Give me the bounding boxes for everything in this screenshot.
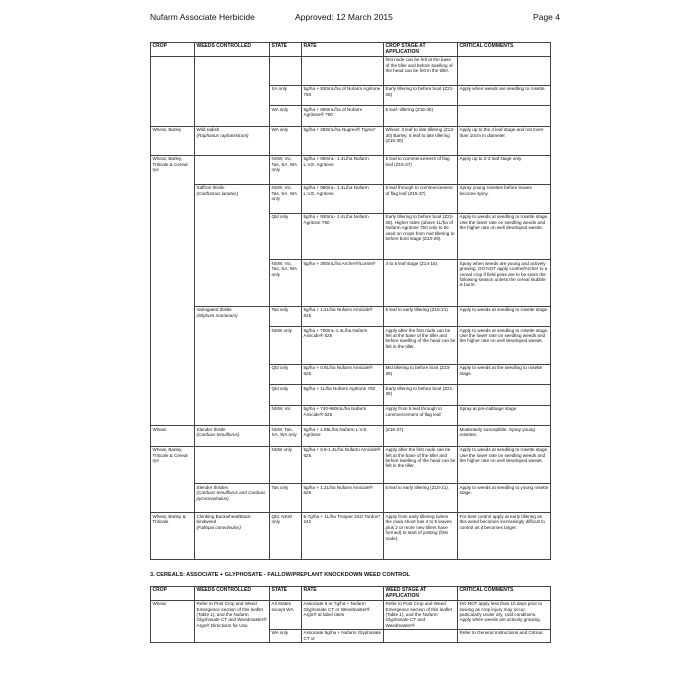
rate-cell bbox=[302, 155, 384, 184]
weed-cell bbox=[195, 56, 270, 126]
rate-cell-text: 5g/ha + 1.2L/ha Nufarm Amicide® 625 bbox=[303, 307, 373, 318]
crop-cell bbox=[151, 155, 195, 425]
rate-cell-text: Associate 5g/ha + Nufarm Glyphosate CT or bbox=[303, 630, 381, 641]
stage-cell-text: Wheat: 3 leaf to late tillering (Z13-30) Barley: 5 leaf to late tillering (Z15-30) bbox=[385, 127, 455, 143]
rate-cell bbox=[302, 327, 384, 365]
rate-cell bbox=[302, 213, 384, 259]
stage-cell-text: Early tillering to before boot (Z21-39). Higher rates (above 1L/ha of Nufarm Agritone 750 only to be used on crops from mid tillering to before boot stage (Z23-29). bbox=[385, 214, 455, 242]
rate-cell-text: 5g/ha + 800mL/ha of Nufarm Agritone® 750 bbox=[303, 106, 363, 118]
fallow-knockdown-table bbox=[150, 586, 551, 643]
state-cell-text: NSW, Vic, Tas, SA, WA only bbox=[271, 185, 297, 202]
stage-cell-text: 5 leaf to commencement of flag leaf (Z15-37) bbox=[385, 156, 450, 167]
stage-cell bbox=[384, 385, 458, 405]
stage-cell-text: 5 leaf- tillering (Z15-30) bbox=[385, 106, 433, 112]
state-cell bbox=[270, 446, 302, 484]
rate-cell bbox=[302, 629, 384, 642]
rate-cell-text: 5g/ha + 1L/ha Nufarm Agritone 750 bbox=[303, 385, 376, 391]
comments-cell-text: Spray at pre-cabbage stage. bbox=[459, 406, 518, 412]
state-cell bbox=[270, 126, 302, 155]
stage-cell bbox=[384, 327, 458, 365]
rate-cell bbox=[302, 106, 384, 126]
comments-cell-text: Apply to weeds at seedling to rosette stage. Use the lower rate on seedling weeds and the higher rate on well developed weeds. bbox=[459, 214, 549, 231]
comments-cell bbox=[458, 85, 551, 105]
comments-cell bbox=[458, 426, 551, 446]
stage-cell-text: Early tillering to before boot (Z21-39) bbox=[385, 385, 454, 397]
comments-cell bbox=[458, 513, 551, 560]
state-cell bbox=[270, 260, 302, 306]
header-state: STATE bbox=[270, 43, 302, 57]
header-crop-stage: CROP STAGE AT APPLICATION bbox=[384, 43, 458, 57]
table-row bbox=[151, 600, 551, 629]
table-row bbox=[151, 184, 551, 213]
comments-cell bbox=[458, 364, 551, 384]
comments-cell bbox=[458, 327, 551, 365]
stage-cell bbox=[384, 184, 458, 213]
rate-cell bbox=[302, 385, 384, 405]
state-cell bbox=[270, 306, 302, 326]
rate-cell-text: 5g/ha + 700mL-1.4L/ha Nufarm Amicide® 625 bbox=[303, 327, 368, 339]
crop-cell-text: Wheat, Barley, Triticale & Cereal rye bbox=[152, 156, 188, 173]
comments-cell bbox=[458, 385, 551, 405]
state-cell-text: NSW, Vic bbox=[271, 406, 291, 412]
comments-cell bbox=[458, 184, 551, 213]
state-cell-text: All States except WA bbox=[271, 601, 294, 612]
comments-cell bbox=[458, 446, 551, 484]
crop-cell-text: Wheat, Barley, Triticale & Cereal rye bbox=[152, 447, 188, 463]
rate-cell bbox=[302, 306, 384, 326]
rate-cell-text: Associate 5 or 7g/ha + Nufarm Glyphosate CT or Weedmaster® Argo® at label rates bbox=[303, 601, 371, 617]
rate-cell bbox=[302, 364, 384, 384]
page-header bbox=[150, 12, 560, 26]
stage-cell bbox=[384, 405, 458, 425]
header-crop: CROP bbox=[151, 43, 195, 57]
state-cell bbox=[270, 155, 302, 184]
header-critical-comments: CRITICAL COMMENTS bbox=[458, 43, 551, 57]
comments-cell bbox=[458, 126, 551, 155]
rate-cell bbox=[302, 184, 384, 213]
stage-cell-text: Early tillering to before boot (Z21-39) bbox=[385, 86, 454, 97]
crop-cell-text: Wheat bbox=[152, 426, 166, 432]
comments-cell bbox=[458, 629, 551, 642]
comments-cell-text: Spray young rosettes before leaves become spiny. bbox=[459, 185, 532, 196]
comments-cell bbox=[458, 260, 551, 306]
weed-scientific-name: (Carduus tenuiflorus) bbox=[196, 432, 240, 438]
comments-cell-text: DO NOT apply less than 10 days prior to sowing as crop injury may occur, particularly under dry, cold conditions. Apply when weeds are actively growing. bbox=[459, 601, 543, 623]
stage-cell bbox=[384, 126, 458, 155]
comments-cell bbox=[458, 600, 551, 629]
state-cell bbox=[270, 629, 302, 642]
weed-cell-text: Climbing Buckwheat/Black bindweed bbox=[196, 513, 251, 525]
state-cell bbox=[270, 56, 302, 85]
state-cell bbox=[270, 213, 302, 259]
weed-cell-text: Wild radish bbox=[196, 127, 220, 133]
weed-scientific-name: (Raphanus raphanistrum) bbox=[196, 132, 249, 138]
weed-cell bbox=[195, 184, 270, 306]
state-cell bbox=[270, 405, 302, 425]
stage-cell-text: 5 leaf to early tillering (Z15-21) bbox=[385, 307, 448, 313]
crop-cell-text: Wheat, Barley bbox=[152, 127, 182, 133]
rate-cell bbox=[302, 446, 384, 484]
comments-cell-text: Apply up to the 4 leaf stage and not more than 10cm in diameter. bbox=[459, 127, 544, 138]
table-row bbox=[151, 484, 551, 513]
header-product-name: Nufarm Associate Herbicide bbox=[150, 12, 255, 22]
table-row bbox=[151, 513, 551, 560]
stage-cell bbox=[384, 484, 458, 513]
weed-scientific-name: (Carduus tenuiflorus and Carduus pycnocephalus) bbox=[196, 490, 266, 501]
state-cell-text: Qld, NSW only bbox=[271, 513, 292, 525]
header-weed-stage: WEED STAGE AT APPLICATION bbox=[384, 587, 458, 601]
state-cell bbox=[270, 484, 302, 513]
comments-cell-text: Spray when weeds are young and actively growing. DO NOT apply Lontrel/Archer to a cereal crop if field peas are to be sown the following season unless the cereal stubble is burnt. bbox=[459, 260, 548, 288]
state-cell-text: NSW, Vic, Tas, SA, WA only bbox=[271, 156, 297, 173]
stage-cell-text: 5 leaf to early tillering (Z15-21). bbox=[385, 484, 450, 490]
rate-cell-text: 5g/ha + 1.85L/ha Nufarm L.V.E. Agritone bbox=[303, 426, 368, 438]
stage-cell bbox=[384, 306, 458, 326]
stage-cell bbox=[384, 106, 458, 126]
state-cell-text: NSW, Vic, Tas, SA, WA only bbox=[271, 260, 297, 277]
section-3-title: 3. CEREALS: ASSOCIATE + GLYPHOSATE - FALLOW/PREPLANT KNOCKDOWN WEED CONTROL bbox=[150, 572, 410, 578]
state-cell-text: Qld only bbox=[271, 214, 289, 220]
rate-cell-text: 5g/ha + 930mL/ha of Nufarm Agritone 750 bbox=[303, 86, 381, 97]
stage-cell-text: Apply from 5 leaf through to commencement of flag leaf bbox=[385, 406, 442, 417]
header-crop: CROP bbox=[151, 587, 195, 601]
stage-cell bbox=[384, 155, 458, 184]
herbicide-rate-table bbox=[150, 42, 551, 560]
crop-cell-text: Wheat bbox=[152, 601, 166, 607]
header-state: STATE bbox=[270, 587, 302, 601]
comments-cell bbox=[458, 106, 551, 126]
weed-cell-text: Variegated thistle bbox=[196, 307, 232, 313]
comments-cell-text: Apply to weeds at seedling to rosette stage. Use the lower rate on seedling weeds and the higher rate on well developed weeds. bbox=[459, 447, 549, 463]
stage-cell bbox=[384, 213, 458, 259]
stage-cell-text: (Z15-37). bbox=[385, 426, 405, 432]
comments-cell-text: For best control apply at early tillering as this weed becomes increasingly difficult to control as it becomes larger. bbox=[459, 513, 545, 530]
header-rate: RATE bbox=[302, 43, 384, 57]
rate-cell-text: 5g/ha + 740-960mL/ha Nufarm Amicide® 625 bbox=[303, 406, 367, 417]
rate-cell bbox=[302, 405, 384, 425]
weed-scientific-name: (Carthamus lanatus) bbox=[196, 190, 239, 196]
rate-cell-text: 5g/ha + 960mL- 1.4L/ha Nufarm L.V.E. Agritone bbox=[303, 185, 369, 196]
comments-cell bbox=[458, 155, 551, 184]
comments-cell-text: Apply to weeds at the seedling to rosette stage. bbox=[459, 365, 543, 376]
comments-cell-text: Apply to weeds at seedling to rosette stage. Use the lower rate on seedling weeds and the higher rate on well developed weeds. bbox=[459, 327, 549, 344]
stage-cell bbox=[384, 426, 458, 446]
comments-cell bbox=[458, 405, 551, 425]
state-cell-text: Qld only bbox=[271, 385, 289, 391]
weed-scientific-name: (Fallopia convolvulus) bbox=[196, 524, 241, 530]
rate-cell-text: 5g/ha + 0.9L/ha Nufarm Amicide® 625 bbox=[303, 365, 373, 376]
comments-cell bbox=[458, 306, 551, 326]
table-row bbox=[151, 426, 551, 446]
rate-cell-text: 5g/ha + 300mL/ha Archer®/Lontrel* bbox=[303, 260, 376, 266]
state-cell bbox=[270, 184, 302, 213]
comments-cell bbox=[458, 213, 551, 259]
crop-cell-text: Wheat, Barley & Triticale bbox=[152, 513, 186, 525]
table-row bbox=[151, 56, 551, 85]
header-weeds-controlled: WEEDS CONTROLLED bbox=[195, 43, 270, 57]
weed-cell bbox=[195, 155, 270, 184]
weed-scientific-name: (Silybum marianum) bbox=[196, 312, 238, 318]
weed-cell bbox=[195, 484, 270, 513]
rate-cell-text: 5g/ha + 960mL- 1.4L/ha Nufarm L.V.E. Agritone bbox=[303, 156, 369, 167]
stage-cell-text: Apply after the first node can be felt at the base of the tiller and before swelling of the head can be felt in the tiller. bbox=[385, 447, 456, 469]
weed-cell-text: Saffron thistle bbox=[196, 185, 225, 191]
state-cell-text: NSW only bbox=[271, 327, 292, 333]
weed-cell bbox=[195, 446, 270, 484]
rate-cell bbox=[302, 484, 384, 513]
state-cell bbox=[270, 85, 302, 105]
rate-cell bbox=[302, 260, 384, 306]
stage-cell bbox=[384, 629, 458, 642]
state-cell-text: NSW only bbox=[271, 447, 292, 453]
rate-cell-text: 5g/ha + 0.8-1.4L/ha Nufarm Amicide® 625 bbox=[303, 447, 381, 458]
stage-cell bbox=[384, 85, 458, 105]
weed-cell-text: Refer to Post Crop and Weed Emergence section of this leaflet (Table 1), and the Nufarm Glyphosate CT and Weedmaster® Argo® Directions for Use. bbox=[196, 601, 267, 628]
table-header-row bbox=[151, 43, 551, 57]
stage-cell-text: Mid tillering to before boot (Z23-39) bbox=[385, 365, 451, 376]
weed-cell bbox=[195, 600, 270, 642]
comments-cell-text: Apply up to 2-3 leaf stage only. bbox=[459, 156, 523, 162]
stage-cell-text: 5 leaf through to commencement of flag leaf (Z15-37) bbox=[385, 185, 453, 196]
crop-cell bbox=[151, 513, 195, 560]
state-cell-text: Tas only bbox=[271, 484, 289, 490]
stage-cell bbox=[384, 446, 458, 484]
state-cell-text: NSW, Tas, SA, WA only bbox=[271, 426, 297, 438]
weed-cell bbox=[195, 426, 270, 446]
state-cell bbox=[270, 327, 302, 365]
crop-cell bbox=[151, 56, 195, 126]
comments-cell bbox=[458, 56, 551, 85]
stage-cell-text: Apply after the first node can be felt at the base of the tiller and before swelling of the head can be felt in the tiller. bbox=[385, 327, 456, 349]
weed-cell-text: Slender thistles bbox=[196, 484, 228, 490]
rate-cell-text: 5g/ha + 930mL- 1.4L/ha Nufarm Agritone 750 bbox=[303, 214, 369, 225]
crop-cell bbox=[151, 426, 195, 446]
state-cell bbox=[270, 106, 302, 126]
rate-cell bbox=[302, 600, 384, 629]
state-cell-text: Qld only bbox=[271, 365, 289, 371]
state-cell bbox=[270, 364, 302, 384]
table-row bbox=[151, 126, 551, 155]
stage-cell bbox=[384, 56, 458, 85]
state-cell bbox=[270, 600, 302, 629]
header-approval-date: Approved: 12 March 2015 bbox=[295, 12, 393, 22]
weed-cell bbox=[195, 126, 270, 155]
rate-cell bbox=[302, 85, 384, 105]
rate-cell bbox=[302, 426, 384, 446]
state-cell bbox=[270, 385, 302, 405]
rate-cell-text: 5g/ha + 1.2L/ha Nufarm Amicide® 625 bbox=[303, 484, 373, 496]
comments-cell-text: Moderately susceptible. Spray young rosettes. bbox=[459, 426, 535, 438]
table-row bbox=[151, 446, 551, 484]
state-cell-text: Tas only bbox=[271, 307, 289, 313]
comments-cell-text: Apply to weeds at seedling to rosette stage. bbox=[459, 307, 549, 313]
comments-cell-text: Apply when weeds are seedling to rosette. bbox=[459, 86, 546, 92]
rate-cell bbox=[302, 56, 384, 85]
state-cell bbox=[270, 426, 302, 446]
table-header-row bbox=[151, 587, 551, 601]
stage-cell bbox=[384, 260, 458, 306]
table-row bbox=[151, 306, 551, 326]
state-cell-text: WA only bbox=[271, 127, 289, 133]
stage-cell-text: Apply from early tillering (when the main shoot has 4 to 5 leaves plus 2 or more new tillers have formed) to start of jointing (first node). bbox=[385, 513, 452, 541]
crop-cell bbox=[151, 126, 195, 155]
crop-cell bbox=[151, 600, 195, 642]
comments-cell-text: Refer to General Instructions and Critical bbox=[459, 630, 543, 636]
stage-cell-text: Refer to Post Crop and Weed Emergence section of this leaflet (Table 1), and the Nufarm Glyphosate CT and Weedmaster® bbox=[385, 601, 452, 628]
crop-cell bbox=[151, 446, 195, 513]
comments-cell bbox=[458, 484, 551, 513]
weed-cell bbox=[195, 513, 270, 560]
header-page-number: Page 4 bbox=[533, 12, 560, 22]
header-weeds-controlled: WEEDS CONTROLLED bbox=[195, 587, 270, 601]
state-cell-text: WA only bbox=[271, 630, 289, 636]
stage-cell bbox=[384, 513, 458, 560]
header-rate: RATE bbox=[302, 587, 384, 601]
rate-cell bbox=[302, 513, 384, 560]
state-cell bbox=[270, 513, 302, 560]
rate-cell-text: 5-7g/ha + 1L/ha Trooper 242/ Tordon* 242 bbox=[303, 513, 381, 525]
stage-cell bbox=[384, 364, 458, 384]
stage-cell bbox=[384, 600, 458, 629]
weed-cell bbox=[195, 306, 270, 426]
rate-cell-text: 5g/ha + 250mL/ha Nugrex® Tigrex* bbox=[303, 127, 376, 133]
table-row bbox=[151, 155, 551, 184]
stage-cell-text: 4 to 5 leaf stage (Z14-15). bbox=[385, 260, 439, 266]
weed-cell-text: Slender thistle bbox=[196, 426, 226, 432]
state-cell-text: SA only bbox=[271, 86, 288, 92]
stage-cell-text: first node can be felt at the base of the tiller and before swelling of the head can be felt in the tiller. bbox=[385, 57, 453, 73]
comments-cell-text: Apply to weeds at seedling to young rosette stage. bbox=[459, 484, 549, 496]
state-cell-text: WA only bbox=[271, 106, 289, 112]
rate-cell bbox=[302, 126, 384, 155]
header-critical-comments: CRITICAL COMMENTS bbox=[458, 587, 551, 601]
